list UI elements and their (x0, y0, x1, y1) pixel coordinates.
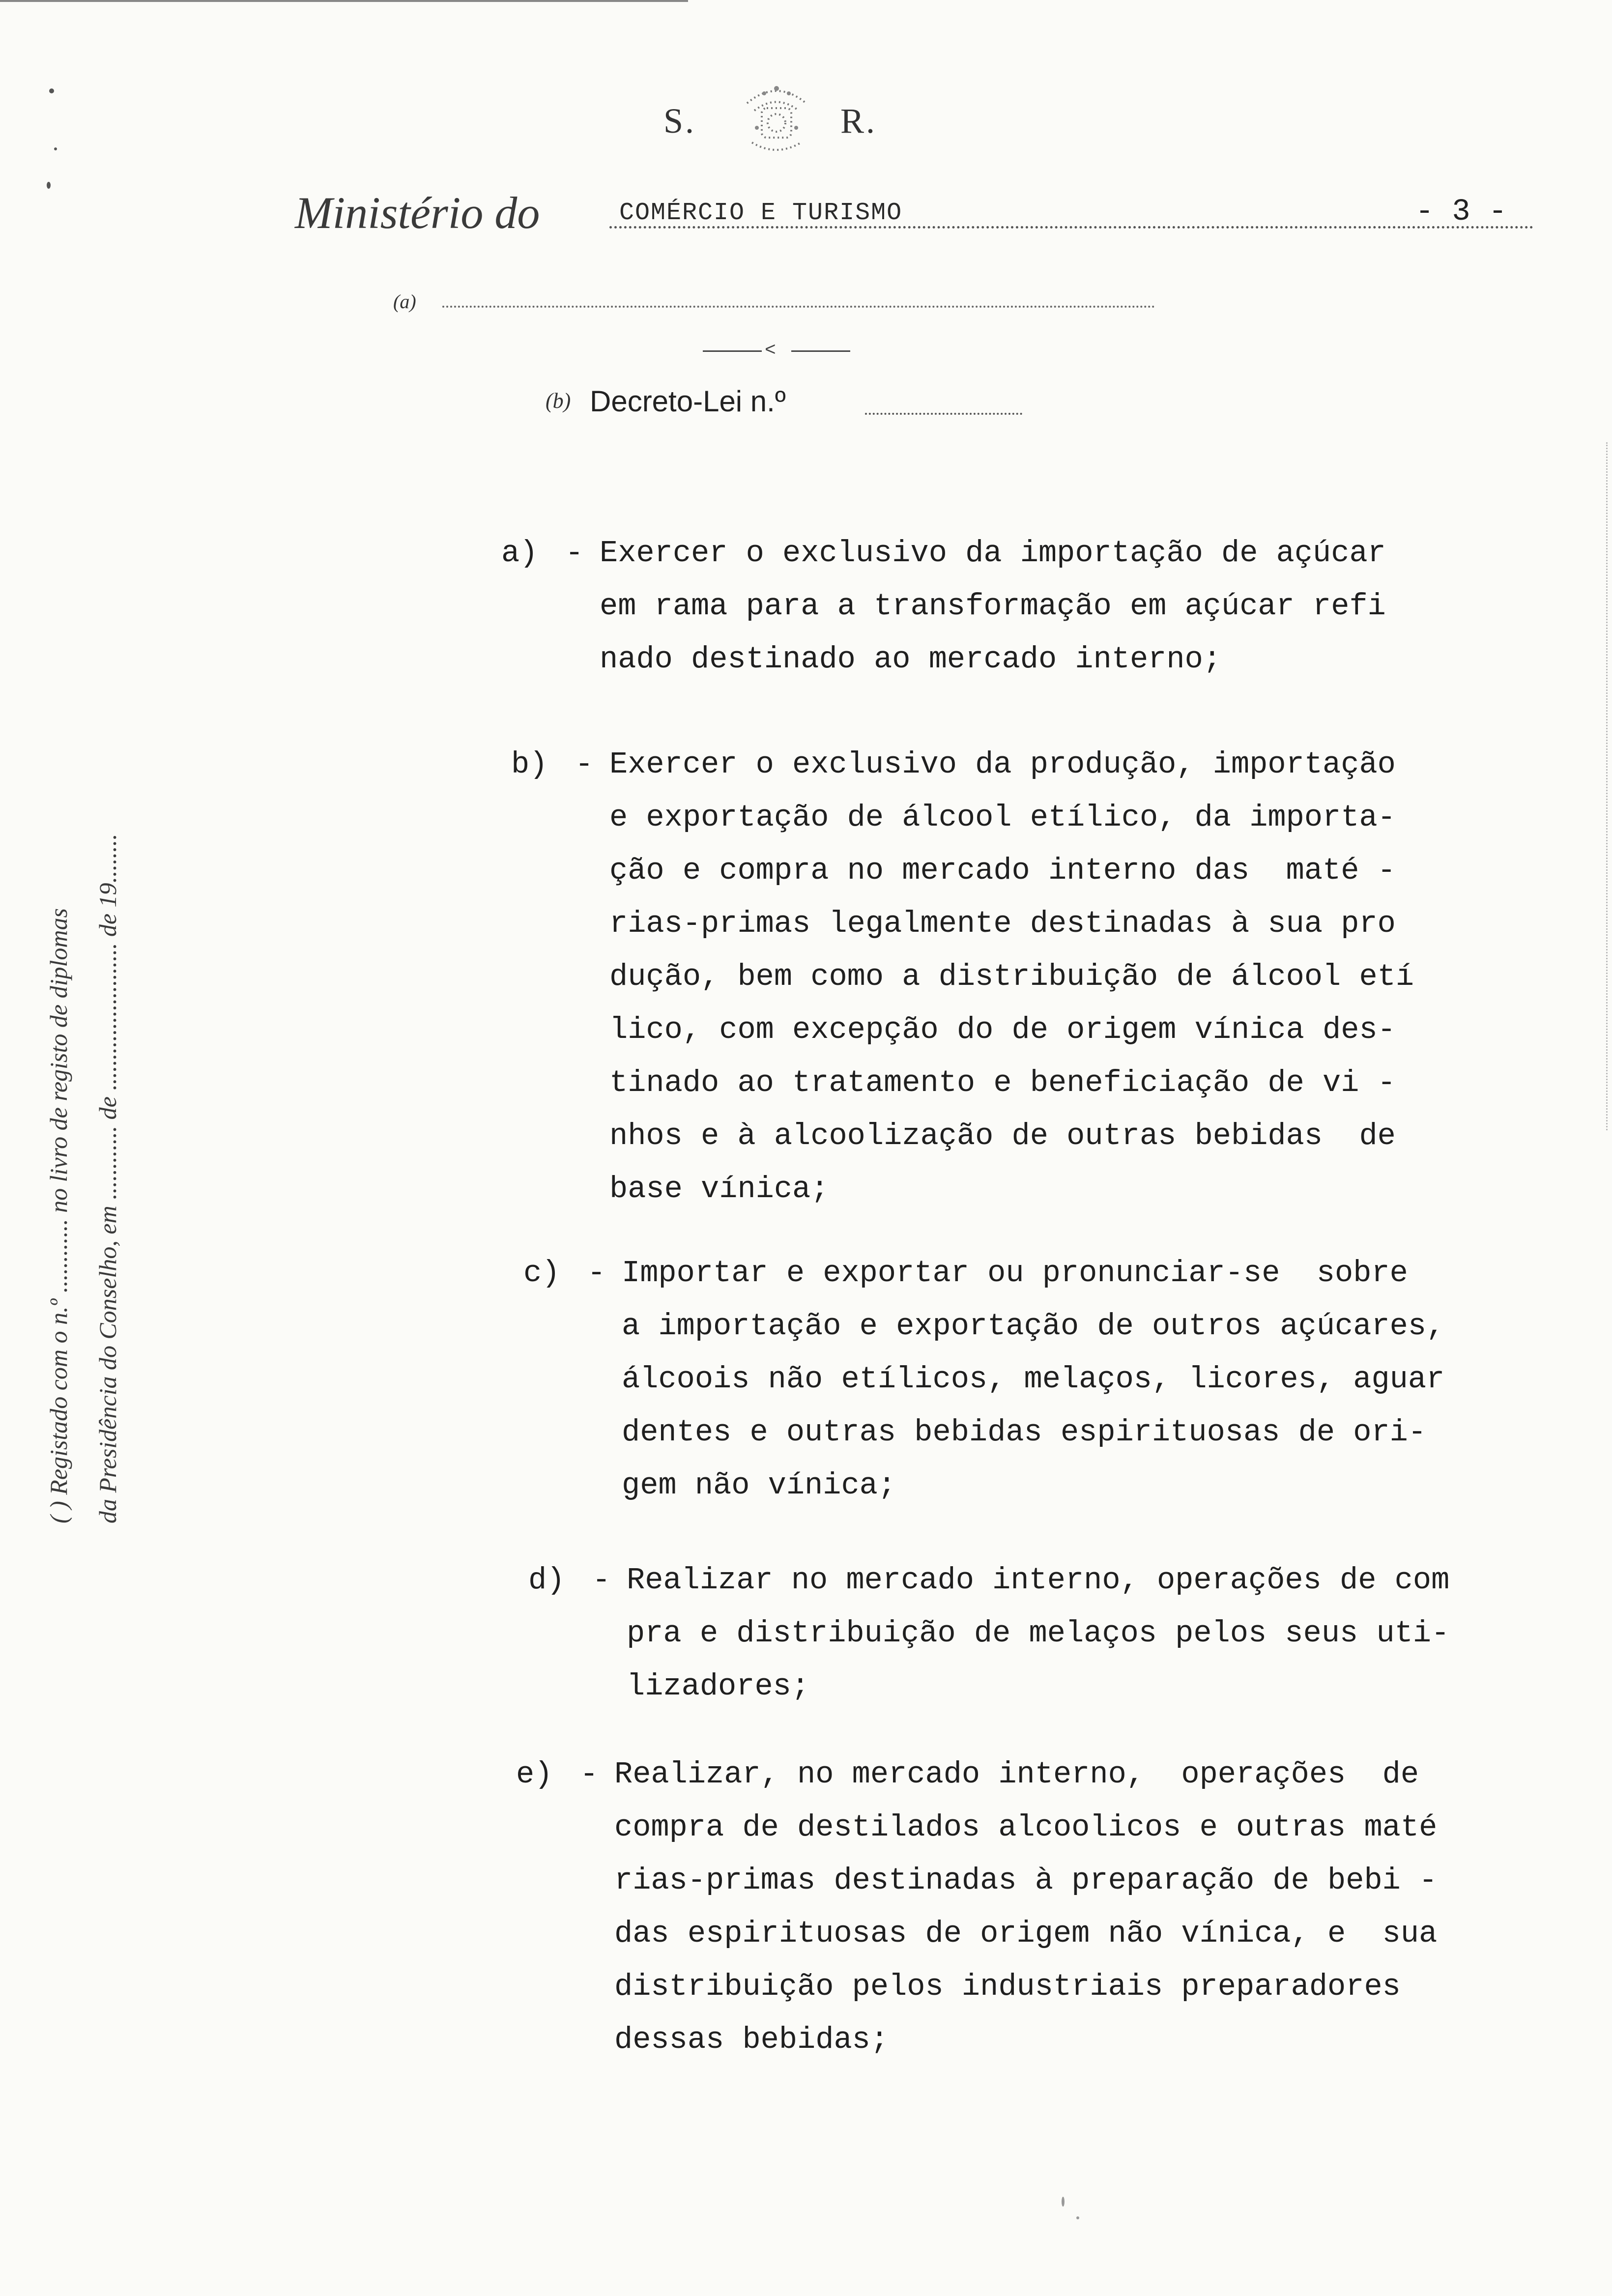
decree-title: Decreto-Lei n.º (590, 385, 786, 418)
item-line: pra e distribuição de melaços pelos seus uti- (627, 1616, 1450, 1651)
item-line: rias-primas legalmente destinadas à sua pro (609, 906, 1396, 941)
item-dash: - (575, 747, 594, 782)
item-label: b) (511, 747, 548, 782)
scan-speck (47, 182, 51, 189)
decree-line (546, 385, 1037, 428)
line-a-dotted-line (442, 306, 1155, 308)
item-line: álcoois não etílicos, melaços, licores, aguar (622, 1362, 1445, 1397)
item-line: e exportação de álcool etílico, da importa- (609, 800, 1396, 835)
item-line: lico, com excepção do de origem vínica des- (609, 1012, 1396, 1047)
line-a (393, 290, 1160, 319)
section-divider (703, 340, 850, 361)
item-line: gem não vínica; (622, 1468, 896, 1503)
header-s: S. (663, 101, 696, 141)
item-line: das espirituosas de origem não vínica, e sua (614, 1916, 1438, 1951)
margin-note-row-2: da Presidência do Conselho, em ............ de ........................ de 19........ (94, 833, 121, 1523)
page-number: - 3 - (1415, 194, 1507, 229)
item-dash: - (580, 1757, 599, 1792)
item-dash: - (587, 1256, 606, 1291)
item-line: Exercer o exclusivo da importação de açúcar (600, 536, 1386, 571)
item-line: Realizar, no mercado interno, operações de (614, 1757, 1419, 1792)
scan-speck (1076, 2216, 1079, 2219)
item-label: d) (528, 1563, 565, 1598)
item-label: e) (516, 1757, 553, 1792)
right-edge-marks (1606, 442, 1608, 1130)
coat-of-arms-seal-icon (727, 74, 826, 157)
item-line: Exercer o exclusivo da produção, importação (609, 747, 1396, 782)
scan-speck (49, 88, 54, 93)
item-line: nado destinado ao mercado interno; (600, 642, 1222, 677)
ministry-name: COMÉRCIO E TURISMO (619, 199, 903, 227)
header-republic-mark (649, 74, 914, 162)
scan-speck (1062, 2197, 1065, 2207)
divider-arrow-icon: < (765, 340, 776, 361)
item-label: c) (523, 1256, 560, 1291)
item-line: dessas bebidas; (614, 2022, 889, 2057)
item-line: dução, bem como a distribuição de álcool etí (609, 959, 1414, 994)
scan-speck (54, 147, 57, 150)
ministry-dotted-line (609, 226, 1533, 229)
item-line: tinado ao tratamento e beneficiação de vi - (609, 1065, 1396, 1100)
ministry-label: Ministério do (295, 188, 540, 238)
decree-number-dotted-line (865, 413, 1022, 415)
item-line: Importar e exportar ou pronunciar-se sobre (622, 1256, 1408, 1291)
item-dash: - (592, 1563, 611, 1598)
margin-note-row-1: ( ) Registado com o n.º ............ no livro de registo de diplomas (45, 908, 72, 1523)
item-line: nhos e à alcoolização de outras bebidas de (609, 1119, 1396, 1153)
item-line: lizadores; (627, 1669, 810, 1704)
item-line: ção e compra no mercado interno das maté - (609, 853, 1396, 888)
line-a-label: (a) (393, 290, 416, 313)
item-line: compra de destilados alcoolicos e outras maté (614, 1810, 1438, 1845)
item-line: distribuição pelos industriais preparadores (614, 1969, 1401, 2004)
item-line: a importação e exportação de outros açúcares, (622, 1309, 1445, 1344)
header-r: R. (840, 101, 877, 141)
top-edge-rule (0, 0, 688, 2)
item-dash: - (565, 536, 584, 571)
item-line: rias-primas destinadas à preparação de bebi - (614, 1863, 1438, 1898)
registration-margin-note (25, 590, 143, 1523)
item-line: em rama para a transformação em açúcar refi (600, 589, 1386, 624)
item-label: a) (501, 536, 538, 571)
item-line: Realizar no mercado interno, operações de com (627, 1563, 1450, 1598)
decree-label: (b) (546, 389, 571, 413)
item-line: base vínica; (609, 1172, 829, 1206)
ministry-line (295, 187, 1248, 241)
item-line: dentes e outras bebidas espirituosas de ori- (622, 1415, 1427, 1450)
